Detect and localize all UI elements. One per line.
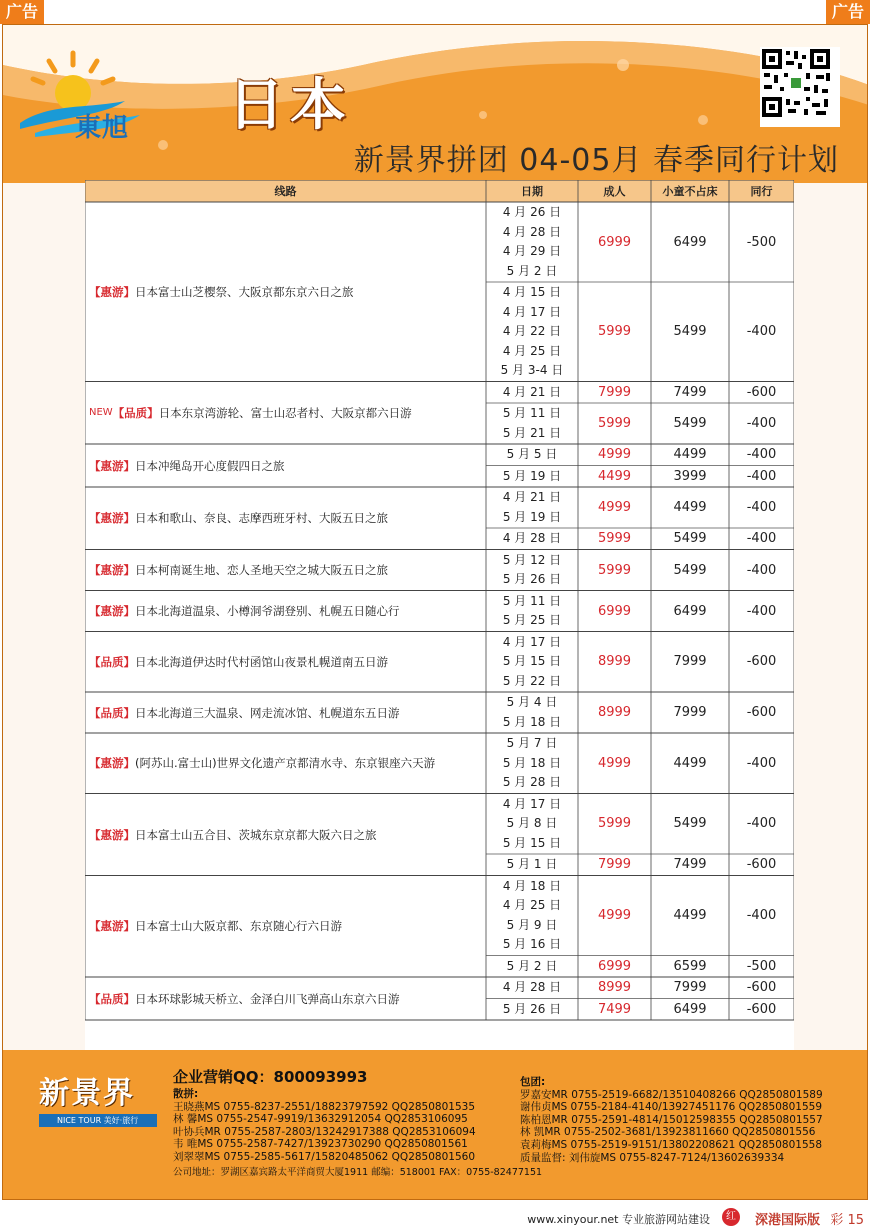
route-name [85, 550, 486, 591]
route-tag: 【惠游】 [89, 827, 135, 842]
departure-dates [486, 444, 578, 466]
adult-price: 7999 [597, 384, 632, 400]
edition-label: 深港国际版 [754, 1213, 820, 1228]
departure-dates [486, 876, 578, 956]
departure-date: 4 月 15 日 [502, 285, 562, 299]
adult-price: 5999 [597, 562, 632, 578]
departure-date: 4 月 28 日 [502, 531, 562, 545]
departure-date: 5 月 19 日 [502, 509, 562, 524]
peer-discount: -600 [746, 384, 777, 400]
departure-date: 4 月 25 日 [502, 898, 562, 912]
departure-date: 5 月 18 日 [502, 755, 562, 770]
departure-date: 5 月 21 日 [502, 425, 562, 440]
route-tag: 【品质】 [112, 405, 159, 420]
departure-date: 5 月 2 日 [506, 263, 558, 278]
departure-date: 5 月 22 日 [502, 673, 562, 688]
departure-date: 4 月 25 日 [502, 343, 562, 358]
group-contacts-heading: 散拼: [173, 1088, 199, 1100]
page-title: 新景界拼团 04-05月 春季同行计划 [353, 143, 839, 178]
departure-date: 4 月 22 日 [502, 324, 562, 338]
child-price: 5499 [673, 324, 707, 340]
departure-dates [486, 632, 578, 693]
route-name [85, 794, 486, 876]
page-number: 彩 15 [830, 1213, 864, 1228]
company-address: 公司地址：罗湖区嘉宾路太平洋商贸大厦1911 邮编：518001 FAX：0755-82477151 [173, 1167, 543, 1178]
route-title: 日本东京湾游轮、富士山忍者村、大阪京都六日游 [158, 405, 412, 420]
departure-dates [486, 382, 578, 404]
route-title: 日本北海道温泉、小樽洞爷湖登别、札幌五日随心行 [135, 604, 400, 618]
departure-dates [486, 956, 578, 978]
footer-logo [39, 1068, 157, 1126]
departure-date: 5 月 11 日 [502, 406, 562, 420]
departure-date: 5 月 11 日 [502, 593, 562, 608]
adult-price: 7999 [597, 857, 632, 873]
peer-discount: -600 [746, 654, 777, 670]
departure-dates [486, 466, 578, 488]
route-title: 日本环球影城天桥立、金泽白川飞弹高山东京六日游 [135, 991, 400, 1006]
enterprise-qq: 企业营销QQ：800093993 [173, 1068, 368, 1086]
adult-price: 4999 [597, 500, 632, 515]
column-header: 日期 [521, 185, 543, 198]
peer-discount: -400 [746, 755, 777, 771]
contact-entry: 陈柏恩MR 0755-2591-4814/15012598355 QQ2850801557 [520, 1113, 823, 1126]
route-title: 日本北海道三大温泉、网走流冰馆、札幌道东五日游 [135, 705, 400, 720]
route-title: 日本富士山五合目、茨城东京京都大阪六日之旅 [135, 827, 377, 842]
column-header: 线路 [274, 185, 297, 198]
child-price: 5499 [673, 416, 707, 431]
peer-discount: -500 [746, 958, 777, 974]
route-name [85, 977, 486, 1020]
page-footer [0, 1204, 870, 1230]
brand-name: 東旭 [75, 113, 130, 143]
route-tag: 【惠游】 [89, 604, 135, 618]
departure-dates [486, 977, 578, 999]
child-price: 7999 [673, 705, 707, 720]
route-title: 日本柯南诞生地、恋人圣地天空之城大阪五日之旅 [135, 563, 388, 577]
contact-entry: 谢伟贞MS 0755-2184-4140/13927451176 QQ2850801559 [520, 1101, 822, 1114]
departure-dates [486, 733, 578, 794]
column-header: 成人 [603, 185, 626, 198]
adult-price: 4999 [597, 447, 632, 463]
adult-price: 6999 [597, 234, 632, 250]
peer-discount: -600 [746, 1001, 777, 1017]
child-price: 7499 [673, 857, 707, 873]
child-price: 5499 [673, 531, 707, 547]
route-name [85, 733, 486, 794]
route-name [85, 876, 486, 978]
charter-contacts-heading: 包团: [520, 1076, 546, 1088]
departure-date: 4 月 26 日 [502, 205, 562, 219]
peer-discount: -400 [746, 908, 777, 923]
country-title: 日本 [228, 72, 352, 138]
footer-banner [3, 1050, 868, 1200]
route-title: 日本富士山大阪京都、东京随心行六日游 [135, 919, 342, 934]
departure-dates [486, 282, 578, 382]
tour-logo [15, 43, 155, 153]
qr-code [760, 47, 840, 127]
departure-date: 5 月 2 日 [506, 958, 558, 973]
adult-price: 4999 [597, 755, 632, 771]
contact-entry: 王晓燕MS 0755-8237-2551/18823797592 QQ2850801535 [173, 1100, 475, 1113]
departure-dates [486, 999, 578, 1021]
route-tag: 【惠游】 [89, 919, 135, 934]
adult-price: 8999 [597, 980, 632, 996]
peer-discount: -600 [746, 980, 777, 996]
edition-badge: 红 [722, 1208, 740, 1226]
column-header: 小童不占床 [662, 185, 718, 198]
peer-discount: -600 [746, 857, 777, 873]
route-title: (阿苏山.富士山)世界文化遗产京都清水寺、东京银座六天游 [135, 756, 436, 771]
departure-date: 5 月 26 日 [502, 1001, 562, 1016]
child-price: 5499 [673, 816, 707, 832]
route-tag: 【品质】 [89, 654, 135, 669]
departure-dates [486, 403, 578, 444]
departure-date: 4 月 17 日 [502, 796, 562, 811]
route-name [85, 202, 486, 382]
departure-date: 5 月 28 日 [502, 775, 562, 789]
peer-discount: -400 [746, 816, 777, 832]
contact-entry: 质量监督: 刘伟旋MS 0755-8247-7124/13602639334 [520, 1151, 785, 1164]
route-title: 日本冲绳岛开心度假四日之旅 [135, 458, 285, 473]
route-name [85, 632, 486, 693]
adult-price: 5999 [597, 531, 632, 547]
child-price: 4499 [673, 755, 707, 771]
departure-dates [486, 591, 578, 632]
adult-price: 6999 [597, 958, 632, 974]
header-banner [3, 25, 868, 183]
contact-entry: 刘翠翠MS 0755-2585-5617/15820485062 QQ2850801560 [173, 1150, 475, 1163]
adult-price: 5999 [597, 416, 632, 431]
departure-date: 5 月 15 日 [502, 654, 562, 668]
flyer [2, 24, 868, 1200]
route-title: 日本北海道伊达时代村函馆山夜景札幌道南五日游 [135, 654, 388, 669]
group-contacts [173, 1088, 476, 1164]
contact-entry: 叶协兵MR 0755-2587-2803/13242917388 QQ2853106094 [173, 1125, 476, 1138]
child-price: 7999 [673, 654, 707, 670]
departure-date: 4 月 28 日 [502, 980, 562, 994]
child-price: 7999 [673, 980, 707, 996]
adult-price: 5999 [597, 816, 632, 832]
route-tag: 【品质】 [89, 991, 135, 1006]
departure-date: 5 月 25 日 [502, 613, 562, 627]
route-tag: 【惠游】 [89, 511, 135, 526]
departure-date: 5 月 3-4 日 [500, 363, 564, 377]
departure-dates [486, 202, 578, 282]
adult-price: 7499 [597, 1001, 632, 1017]
route-name [85, 444, 486, 487]
peer-discount: -400 [746, 603, 777, 619]
route-tag: 【品质】 [89, 705, 135, 720]
ad-label-left: 广告 [0, 0, 44, 24]
departure-dates [486, 794, 578, 855]
departure-date: 5 月 7 日 [506, 736, 558, 750]
peer-discount: -400 [746, 324, 777, 340]
departure-date: 5 月 26 日 [502, 572, 562, 586]
departure-date: 5 月 4 日 [506, 695, 558, 709]
departure-date: 4 月 17 日 [502, 634, 562, 649]
departure-date: 4 月 29 日 [502, 244, 562, 258]
route-tag: 【惠游】 [89, 756, 135, 771]
departure-date: 5 月 18 日 [502, 714, 562, 729]
route-title: 日本富士山芝樱祭、大阪京都东京六日之旅 [135, 284, 354, 299]
child-price: 6499 [673, 234, 707, 250]
route-name [85, 382, 486, 445]
departure-dates [486, 692, 578, 733]
contact-entry: 林 馨MS 0755-2547-9919/13632912054 QQ2853106095 [173, 1113, 468, 1126]
route-tag: 【惠游】 [89, 563, 135, 577]
departure-date: 4 月 21 日 [502, 384, 562, 399]
departure-date: 5 月 9 日 [506, 917, 558, 932]
departure-dates [486, 528, 578, 550]
child-price: 6599 [673, 958, 707, 974]
charter-contacts [520, 1076, 823, 1164]
child-price: 7499 [673, 384, 707, 400]
qr-code-icon [760, 47, 832, 119]
itinerary-table [85, 180, 794, 1050]
departure-date: 5 月 16 日 [502, 937, 562, 951]
departure-date: 4 月 18 日 [502, 878, 562, 893]
group-contacts-list [173, 1101, 476, 1164]
peer-discount: -600 [746, 705, 777, 720]
peer-discount: -400 [746, 562, 777, 578]
child-price: 4499 [673, 447, 707, 463]
peer-discount: -500 [746, 234, 777, 250]
footer-logo-sub: NICE TOUR 美好·旅行 [39, 1114, 157, 1127]
charter-contacts-list [520, 1089, 823, 1165]
peer-discount: -400 [746, 447, 777, 463]
route-tag: 【惠游】 [89, 458, 135, 473]
child-price: 3999 [673, 468, 707, 484]
departure-date: 5 月 12 日 [502, 552, 562, 567]
child-price: 5499 [673, 562, 707, 578]
departure-date: 5 月 19 日 [502, 468, 562, 483]
departure-date: 5 月 5 日 [506, 447, 558, 461]
ad-label-right: 广告 [826, 0, 870, 24]
contact-entry: 罗嘉安MR 0755-2519-6682/13510408266 QQ2850801589 [520, 1088, 823, 1101]
departure-dates [486, 487, 578, 528]
footer-logo-text: 新景界 [39, 1076, 135, 1111]
child-price: 4499 [673, 908, 707, 923]
adult-price: 4499 [597, 468, 632, 484]
departure-date: 5 月 8 日 [506, 816, 558, 830]
peer-discount: -400 [746, 468, 777, 484]
adult-price: 4999 [597, 908, 632, 923]
departure-dates [486, 550, 578, 591]
departure-date: 5 月 1 日 [506, 857, 558, 871]
child-price: 6499 [673, 603, 707, 619]
route-name [85, 487, 486, 550]
adult-price: 8999 [597, 705, 632, 720]
child-price: 6499 [673, 1001, 707, 1017]
website-credit: www.xinyour.net 专业旅游网站建设 [527, 1213, 710, 1226]
route-tag: 【惠游】 [89, 284, 135, 299]
route-name [85, 692, 486, 733]
route-title: 日本和歌山、奈良、志摩西班牙村、大阪五日之旅 [135, 511, 388, 526]
departure-dates [486, 854, 578, 876]
adult-price: 5999 [597, 324, 632, 340]
departure-date: 4 月 21 日 [502, 490, 562, 504]
peer-discount: -400 [746, 500, 777, 515]
departure-date: 4 月 17 日 [502, 304, 562, 319]
peer-discount: -400 [746, 416, 777, 431]
child-price: 4499 [673, 500, 707, 515]
departure-date: 5 月 15 日 [502, 835, 562, 850]
contact-entry: 林 凯MR 0755-2502-3681/13923811660 QQ2850801556 [520, 1126, 816, 1139]
peer-discount: -400 [746, 531, 777, 547]
new-badge: NEW [89, 407, 113, 419]
contact-entry: 袁莉梅MS 0755-2519-9151/13802208621 QQ2850801558 [520, 1138, 822, 1151]
departure-date: 4 月 28 日 [502, 224, 562, 239]
contact-entry: 韦 唯MS 0755-2587-7427/13923730290 QQ2850801561 [173, 1138, 468, 1151]
adult-price: 6999 [597, 603, 632, 619]
column-header: 同行 [750, 185, 773, 198]
adult-price: 8999 [597, 654, 632, 670]
route-name [85, 591, 486, 632]
